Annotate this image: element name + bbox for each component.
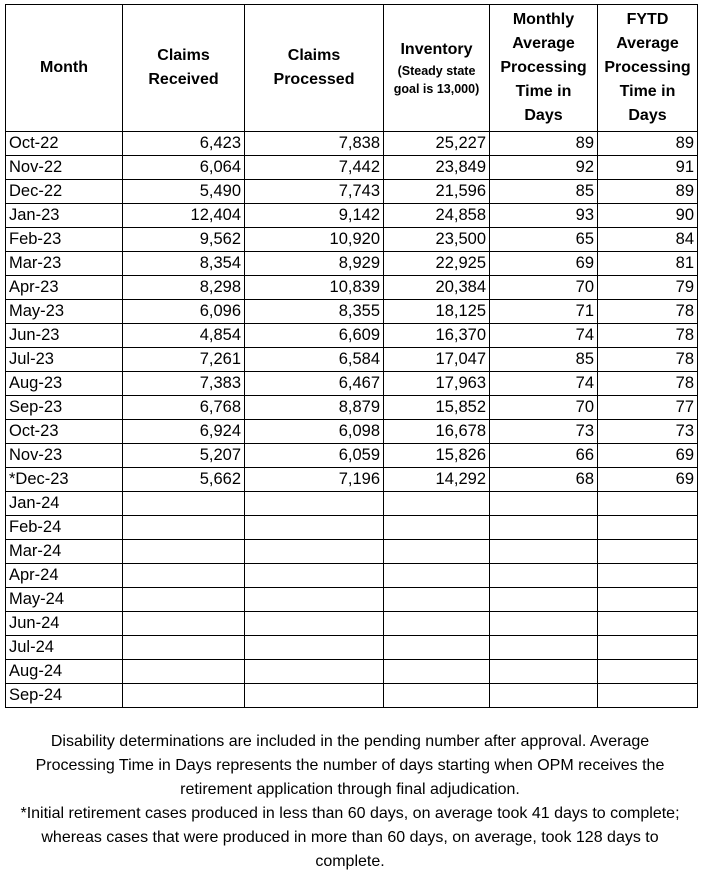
table-row — [6, 516, 698, 540]
table-row — [6, 660, 698, 684]
cell-fytd-average: 69 — [598, 468, 698, 492]
cell-monthly-average: 73 — [490, 420, 598, 444]
note-initial-retirement-cases: *Initial retirement cases produced in less than 60 days, on average took 41 days to complete; whereas cases that were produced in more than 60 days, on average, took 128 days to complete. — [20, 805, 680, 870]
table-row — [6, 492, 698, 516]
cell-claims-processed — [245, 564, 384, 588]
table-row — [6, 204, 698, 228]
header-monthly-average: Monthly Average Processing Time in Days — [490, 5, 598, 132]
cell-claims-received: 6,096 — [123, 300, 245, 324]
cell-claims-received: 6,064 — [123, 156, 245, 180]
cell-fytd-average — [598, 612, 698, 636]
cell-inventory: 23,500 — [384, 228, 490, 252]
cell-claims-received: 6,423 — [123, 132, 245, 156]
header-month: Month — [6, 5, 123, 132]
cell-monthly-average: 71 — [490, 300, 598, 324]
table-row — [6, 324, 698, 348]
cell-month: Mar-23 — [6, 252, 123, 276]
cell-inventory: 15,852 — [384, 396, 490, 420]
cell-monthly-average — [490, 492, 598, 516]
cell-month: Jan-23 — [6, 204, 123, 228]
cell-fytd-average: 79 — [598, 276, 698, 300]
cell-claims-received: 6,924 — [123, 420, 245, 444]
table-row — [6, 684, 698, 708]
cell-inventory — [384, 684, 490, 708]
table-row — [6, 636, 698, 660]
cell-month: Jun-23 — [6, 324, 123, 348]
cell-claims-received: 8,298 — [123, 276, 245, 300]
cell-monthly-average — [490, 660, 598, 684]
cell-fytd-average — [598, 492, 698, 516]
header-claims-received: Claims Received — [123, 5, 245, 132]
cell-monthly-average — [490, 540, 598, 564]
cell-claims-received: 7,261 — [123, 348, 245, 372]
cell-monthly-average: 93 — [490, 204, 598, 228]
cell-monthly-average: 85 — [490, 180, 598, 204]
cell-claims-processed — [245, 516, 384, 540]
cell-fytd-average — [598, 636, 698, 660]
cell-monthly-average: 70 — [490, 276, 598, 300]
cell-monthly-average — [490, 612, 598, 636]
cell-monthly-average: 92 — [490, 156, 598, 180]
cell-claims-received: 6,768 — [123, 396, 245, 420]
inventory-goal-note: (Steady state — [397, 64, 476, 78]
cell-claims-received: 8,354 — [123, 252, 245, 276]
cell-claims-received: 5,207 — [123, 444, 245, 468]
cell-monthly-average: 74 — [490, 372, 598, 396]
cell-claims-processed: 7,442 — [245, 156, 384, 180]
cell-month: Aug-24 — [6, 660, 123, 684]
cell-fytd-average — [598, 516, 698, 540]
cell-month: May-23 — [6, 300, 123, 324]
header-inventory: Inventory (Steady state goal is 13,000) — [384, 5, 490, 132]
cell-fytd-average: 78 — [598, 348, 698, 372]
cell-inventory: 25,227 — [384, 132, 490, 156]
cell-claims-processed: 6,584 — [245, 348, 384, 372]
cell-monthly-average: 65 — [490, 228, 598, 252]
cell-month: Dec-22 — [6, 180, 123, 204]
cell-claims-received: 12,404 — [123, 204, 245, 228]
table-row — [6, 444, 698, 468]
cell-monthly-average — [490, 588, 598, 612]
cell-fytd-average — [598, 660, 698, 684]
cell-monthly-average — [490, 516, 598, 540]
cell-inventory: 24,858 — [384, 204, 490, 228]
cell-monthly-average: 66 — [490, 444, 598, 468]
cell-monthly-average — [490, 636, 598, 660]
cell-claims-processed — [245, 492, 384, 516]
cell-claims-processed: 10,920 — [245, 228, 384, 252]
cell-fytd-average: 78 — [598, 372, 698, 396]
cell-inventory: 14,292 — [384, 468, 490, 492]
cell-claims-processed: 7,196 — [245, 468, 384, 492]
cell-claims-received — [123, 492, 245, 516]
cell-claims-received — [123, 516, 245, 540]
cell-month: Jun-24 — [6, 612, 123, 636]
cell-claims-processed: 7,838 — [245, 132, 384, 156]
cell-month: Sep-24 — [6, 684, 123, 708]
cell-fytd-average: 69 — [598, 444, 698, 468]
cell-claims-processed: 8,879 — [245, 396, 384, 420]
cell-claims-processed — [245, 540, 384, 564]
inventory-goal-note: goal is 13,000) — [393, 82, 480, 96]
cell-claims-received: 7,383 — [123, 372, 245, 396]
cell-inventory — [384, 492, 490, 516]
cell-fytd-average — [598, 588, 698, 612]
table-row — [6, 396, 698, 420]
cell-month: Nov-22 — [6, 156, 123, 180]
cell-claims-received — [123, 612, 245, 636]
cell-monthly-average: 68 — [490, 468, 598, 492]
cell-monthly-average: 70 — [490, 396, 598, 420]
cell-month: Apr-23 — [6, 276, 123, 300]
cell-month: Sep-23 — [6, 396, 123, 420]
cell-month: May-24 — [6, 588, 123, 612]
cell-fytd-average: 90 — [598, 204, 698, 228]
header-row — [6, 5, 698, 132]
cell-monthly-average — [490, 684, 598, 708]
cell-claims-received — [123, 636, 245, 660]
table-row — [6, 612, 698, 636]
table-row — [6, 588, 698, 612]
cell-fytd-average: 89 — [598, 132, 698, 156]
cell-fytd-average: 78 — [598, 324, 698, 348]
table-row — [6, 468, 698, 492]
cell-fytd-average: 73 — [598, 420, 698, 444]
table-row — [6, 252, 698, 276]
cell-inventory — [384, 564, 490, 588]
table-row — [6, 156, 698, 180]
cell-claims-received — [123, 588, 245, 612]
table-body — [6, 132, 698, 708]
cell-month: *Dec-23 — [6, 468, 123, 492]
cell-claims-processed: 6,467 — [245, 372, 384, 396]
table-row — [6, 372, 698, 396]
cell-inventory — [384, 612, 490, 636]
cell-claims-processed: 6,609 — [245, 324, 384, 348]
cell-claims-processed — [245, 588, 384, 612]
cell-claims-processed: 7,743 — [245, 180, 384, 204]
table-row — [6, 180, 698, 204]
cell-month: Oct-23 — [6, 420, 123, 444]
cell-inventory: 15,826 — [384, 444, 490, 468]
cell-claims-received: 5,662 — [123, 468, 245, 492]
cell-claims-received: 9,562 — [123, 228, 245, 252]
cell-fytd-average: 91 — [598, 156, 698, 180]
table-row — [6, 564, 698, 588]
cell-claims-received: 5,490 — [123, 180, 245, 204]
table-row — [6, 420, 698, 444]
cell-fytd-average — [598, 564, 698, 588]
cell-inventory: 22,925 — [384, 252, 490, 276]
cell-claims-received — [123, 660, 245, 684]
cell-month: Feb-24 — [6, 516, 123, 540]
cell-inventory — [384, 516, 490, 540]
cell-fytd-average: 78 — [598, 300, 698, 324]
cell-monthly-average: 74 — [490, 324, 598, 348]
cell-inventory: 17,047 — [384, 348, 490, 372]
cell-inventory: 16,370 — [384, 324, 490, 348]
cell-inventory: 21,596 — [384, 180, 490, 204]
header-claims-processed: Claims Processed — [245, 5, 384, 132]
table-row — [6, 132, 698, 156]
cell-claims-received — [123, 540, 245, 564]
cell-month: Jan-24 — [6, 492, 123, 516]
cell-claims-processed — [245, 612, 384, 636]
cell-claims-processed — [245, 684, 384, 708]
cell-month: Feb-23 — [6, 228, 123, 252]
cell-month: Mar-24 — [6, 540, 123, 564]
note-processing-time: Disability determinations are included in the pending number after approval. Average Processing Time in Days represents the number of days starting when OPM receives the retirement application through final adjudication. — [35, 733, 665, 798]
cell-inventory — [384, 660, 490, 684]
claims-table — [5, 4, 698, 708]
cell-inventory: 16,678 — [384, 420, 490, 444]
cell-inventory: 18,125 — [384, 300, 490, 324]
table-row — [6, 300, 698, 324]
cell-month: Nov-23 — [6, 444, 123, 468]
cell-month: Jul-23 — [6, 348, 123, 372]
cell-month: Oct-22 — [6, 132, 123, 156]
cell-claims-processed — [245, 636, 384, 660]
header-fytd-average: FYTD Average Processing Time in Days — [598, 5, 698, 132]
cell-month: Jul-24 — [6, 636, 123, 660]
cell-fytd-average: 84 — [598, 228, 698, 252]
cell-monthly-average: 89 — [490, 132, 598, 156]
cell-claims-received: 4,854 — [123, 324, 245, 348]
cell-month: Aug-23 — [6, 372, 123, 396]
cell-month: Apr-24 — [6, 564, 123, 588]
cell-claims-processed: 10,839 — [245, 276, 384, 300]
cell-claims-processed: 8,355 — [245, 300, 384, 324]
cell-claims-processed — [245, 660, 384, 684]
table-row — [6, 228, 698, 252]
cell-fytd-average — [598, 684, 698, 708]
cell-claims-received — [123, 564, 245, 588]
cell-monthly-average — [490, 564, 598, 588]
table-row — [6, 348, 698, 372]
cell-inventory: 23,849 — [384, 156, 490, 180]
cell-claims-received — [123, 684, 245, 708]
cell-inventory: 20,384 — [384, 276, 490, 300]
cell-inventory — [384, 588, 490, 612]
cell-inventory — [384, 636, 490, 660]
footnotes — [10, 730, 690, 874]
cell-claims-processed: 9,142 — [245, 204, 384, 228]
table-row — [6, 540, 698, 564]
cell-inventory: 17,963 — [384, 372, 490, 396]
cell-claims-processed: 8,929 — [245, 252, 384, 276]
cell-monthly-average: 69 — [490, 252, 598, 276]
cell-fytd-average: 77 — [598, 396, 698, 420]
table-row — [6, 276, 698, 300]
cell-fytd-average: 89 — [598, 180, 698, 204]
cell-monthly-average: 85 — [490, 348, 598, 372]
cell-fytd-average: 81 — [598, 252, 698, 276]
cell-fytd-average — [598, 540, 698, 564]
cell-inventory — [384, 540, 490, 564]
cell-claims-processed: 6,059 — [245, 444, 384, 468]
cell-claims-processed: 6,098 — [245, 420, 384, 444]
